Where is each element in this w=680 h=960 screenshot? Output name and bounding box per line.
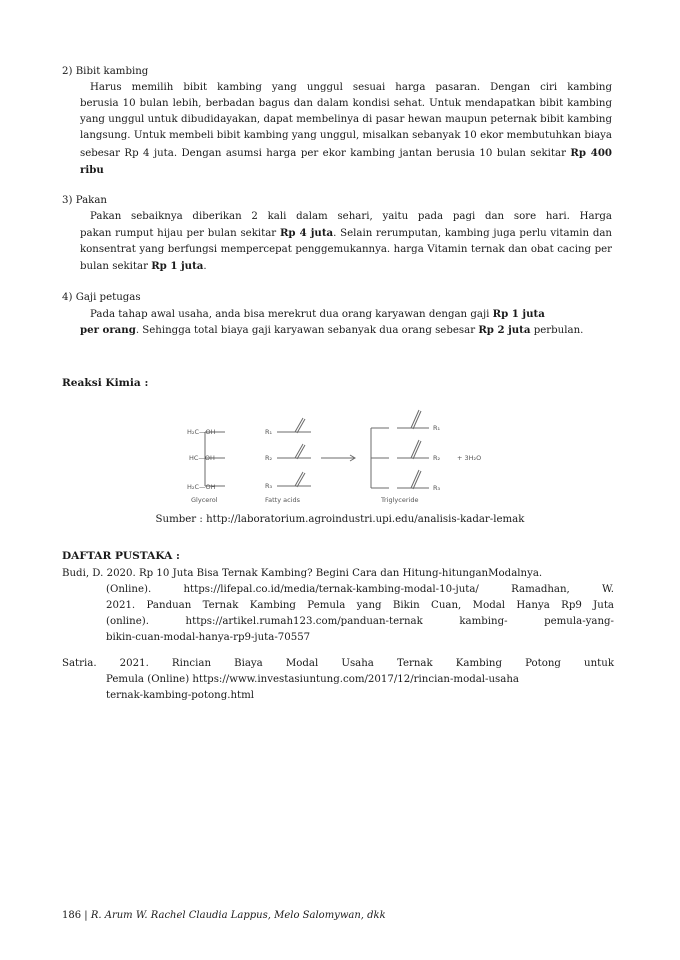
- bib-entry2-line3: ternak-kambing-potong.html: [106, 690, 255, 701]
- pakan-price-rumput: Rp 4 juta: [279, 227, 334, 239]
- fatty-acid-r2: R₂: [265, 454, 273, 462]
- pakan-text-1: pakan rumput hijau per bulan sekitar: [80, 228, 277, 239]
- bibit-paragraph-line1: Harus memilih bibit kambing yang unggul sesuai harga pasaran. Dengan ciri kambing: [90, 82, 612, 93]
- bibit-paragraph: [80, 96, 612, 179]
- reaction-heading: Reaksi Kimia :: [62, 377, 149, 389]
- footer-separator: |: [84, 910, 88, 921]
- gaji-text-3: perbulan.: [533, 325, 584, 336]
- bib-entry2-line2: Pemula (Online) https://www.investasiuntung.com/2017/12/rincian-modal-usaha: [106, 674, 519, 685]
- pakan-paragraph: [80, 225, 612, 276]
- triglyceride-r2: R₂: [433, 454, 441, 462]
- triglyceride-label: Triglyceride: [381, 496, 419, 504]
- fatty-acid-r1: R₁: [265, 428, 273, 436]
- bib-entry1-line5: bikin-cuan-modal-hanya-rp9-juta-70557: [106, 632, 311, 643]
- gaji-price-per-orang: Rp 1 juta: [492, 308, 545, 320]
- page-footer: [62, 910, 386, 921]
- section-title-pakan: 3) Pakan: [62, 195, 107, 206]
- gaji-text-1: Pada tahap awal usaha, anda bisa merekrut dua orang karyawan dengan gaji: [90, 309, 490, 320]
- bibliography-heading: DAFTAR PUSTAKA :: [62, 550, 180, 562]
- pakan-price-vitamin: Rp 1 juta: [151, 260, 204, 273]
- bib-entry1-line2: (Online). https://lifepal.co.id/media/ternak-kambing-modal-10-juta/ Ramadhan, W.: [106, 584, 614, 595]
- gaji-per-orang: per orang: [80, 324, 136, 336]
- bib-entry2-line1: Satria. 2021. Rincian Biaya Modal Usaha Ternak Kambing Potong untuk: [62, 658, 614, 669]
- pakan-paragraph-line1: Pakan sebaiknya diberikan 2 kali dalam sehari, yaitu pada pagi dan sore hari. Harga: [90, 211, 612, 222]
- water-product: + 3H₂O: [457, 454, 482, 462]
- gaji-total: Rp 2 juta: [478, 324, 531, 336]
- bib-entry1-line1: Budi, D. 2020. Rp 10 Juta Bisa Ternak Kambing? Begini Cara dan Hitung-hitunganModalnya.: [62, 568, 543, 579]
- glycerol-label: Glycerol: [191, 496, 218, 504]
- triglyceride-r1: R₁: [433, 424, 441, 432]
- section-title-bibit: 2) Bibit kambing: [62, 66, 149, 77]
- gaji-paragraph-line1: [90, 306, 612, 323]
- glycerol-hc-oh: HC—OH: [189, 454, 215, 462]
- gaji-text-2: . Sehingga total biaya gaji karyawan sebanyak dua orang sebesar: [135, 325, 476, 336]
- gaji-paragraph: [80, 322, 612, 339]
- fatty-acid-r3: R₃: [265, 482, 273, 490]
- reaction-diagram: [185, 398, 495, 506]
- bib-entry1-line3: 2021. Panduan Ternak Kambing Pemula yang Bikin Cuan, Modal Hanya Rp9 Juta: [106, 600, 614, 611]
- page-number: 186: [62, 910, 82, 921]
- bib-entry1-line4: (online). https://artikel.rumah123.com/panduan-ternak kambing- pemula-yang-: [106, 616, 614, 627]
- footer-authors: R. Arum W. Rachel Claudia Lappus, Melo Salomywan, dkk: [90, 910, 386, 921]
- triglyceride-r3: R₃: [433, 484, 441, 492]
- fatty-acids-label: Fatty acids: [265, 496, 301, 504]
- glycerol-h2c-oh-bottom: H₂C—OH: [187, 483, 216, 491]
- pakan-text-2: . Selain rerumputan, kambing juga perlu vitamin dan konsentrat yang berfungsi mempercepat penggemukannya. harga Vitamin ternak dan obat cacing per bulan sekitar: [80, 228, 612, 273]
- reaction-source-caption: Sumber : http://laboratorium.agroindustri.upi.edu/analisis-kadar-lemak: [155, 514, 525, 525]
- bibit-price: Rp 400 ribu: [80, 146, 613, 176]
- pakan-text-3: .: [203, 261, 207, 273]
- section-title-gaji: 4) Gaji petugas: [62, 292, 141, 303]
- glycerol-h2c-oh-top: H₂C—OH: [187, 428, 216, 436]
- bibit-paragraph-text: berusia 10 bulan lebih, berbadan bagus dan dalam kondisi sehat. Untuk mendapatkan bibit kambing yang unggul untuk dibudidayakan, dapat membelinya di pasar hewan maupun peternak bibit kambing langsung. Untuk membeli bibit kambing yang unggul, misalkan sebanyak 10 ekor membutuhkan biaya sebesar Rp 4 juta. Dengan asumsi harga per ekor kambing jantan berusia 10 bulan sekitar: [80, 98, 612, 159]
